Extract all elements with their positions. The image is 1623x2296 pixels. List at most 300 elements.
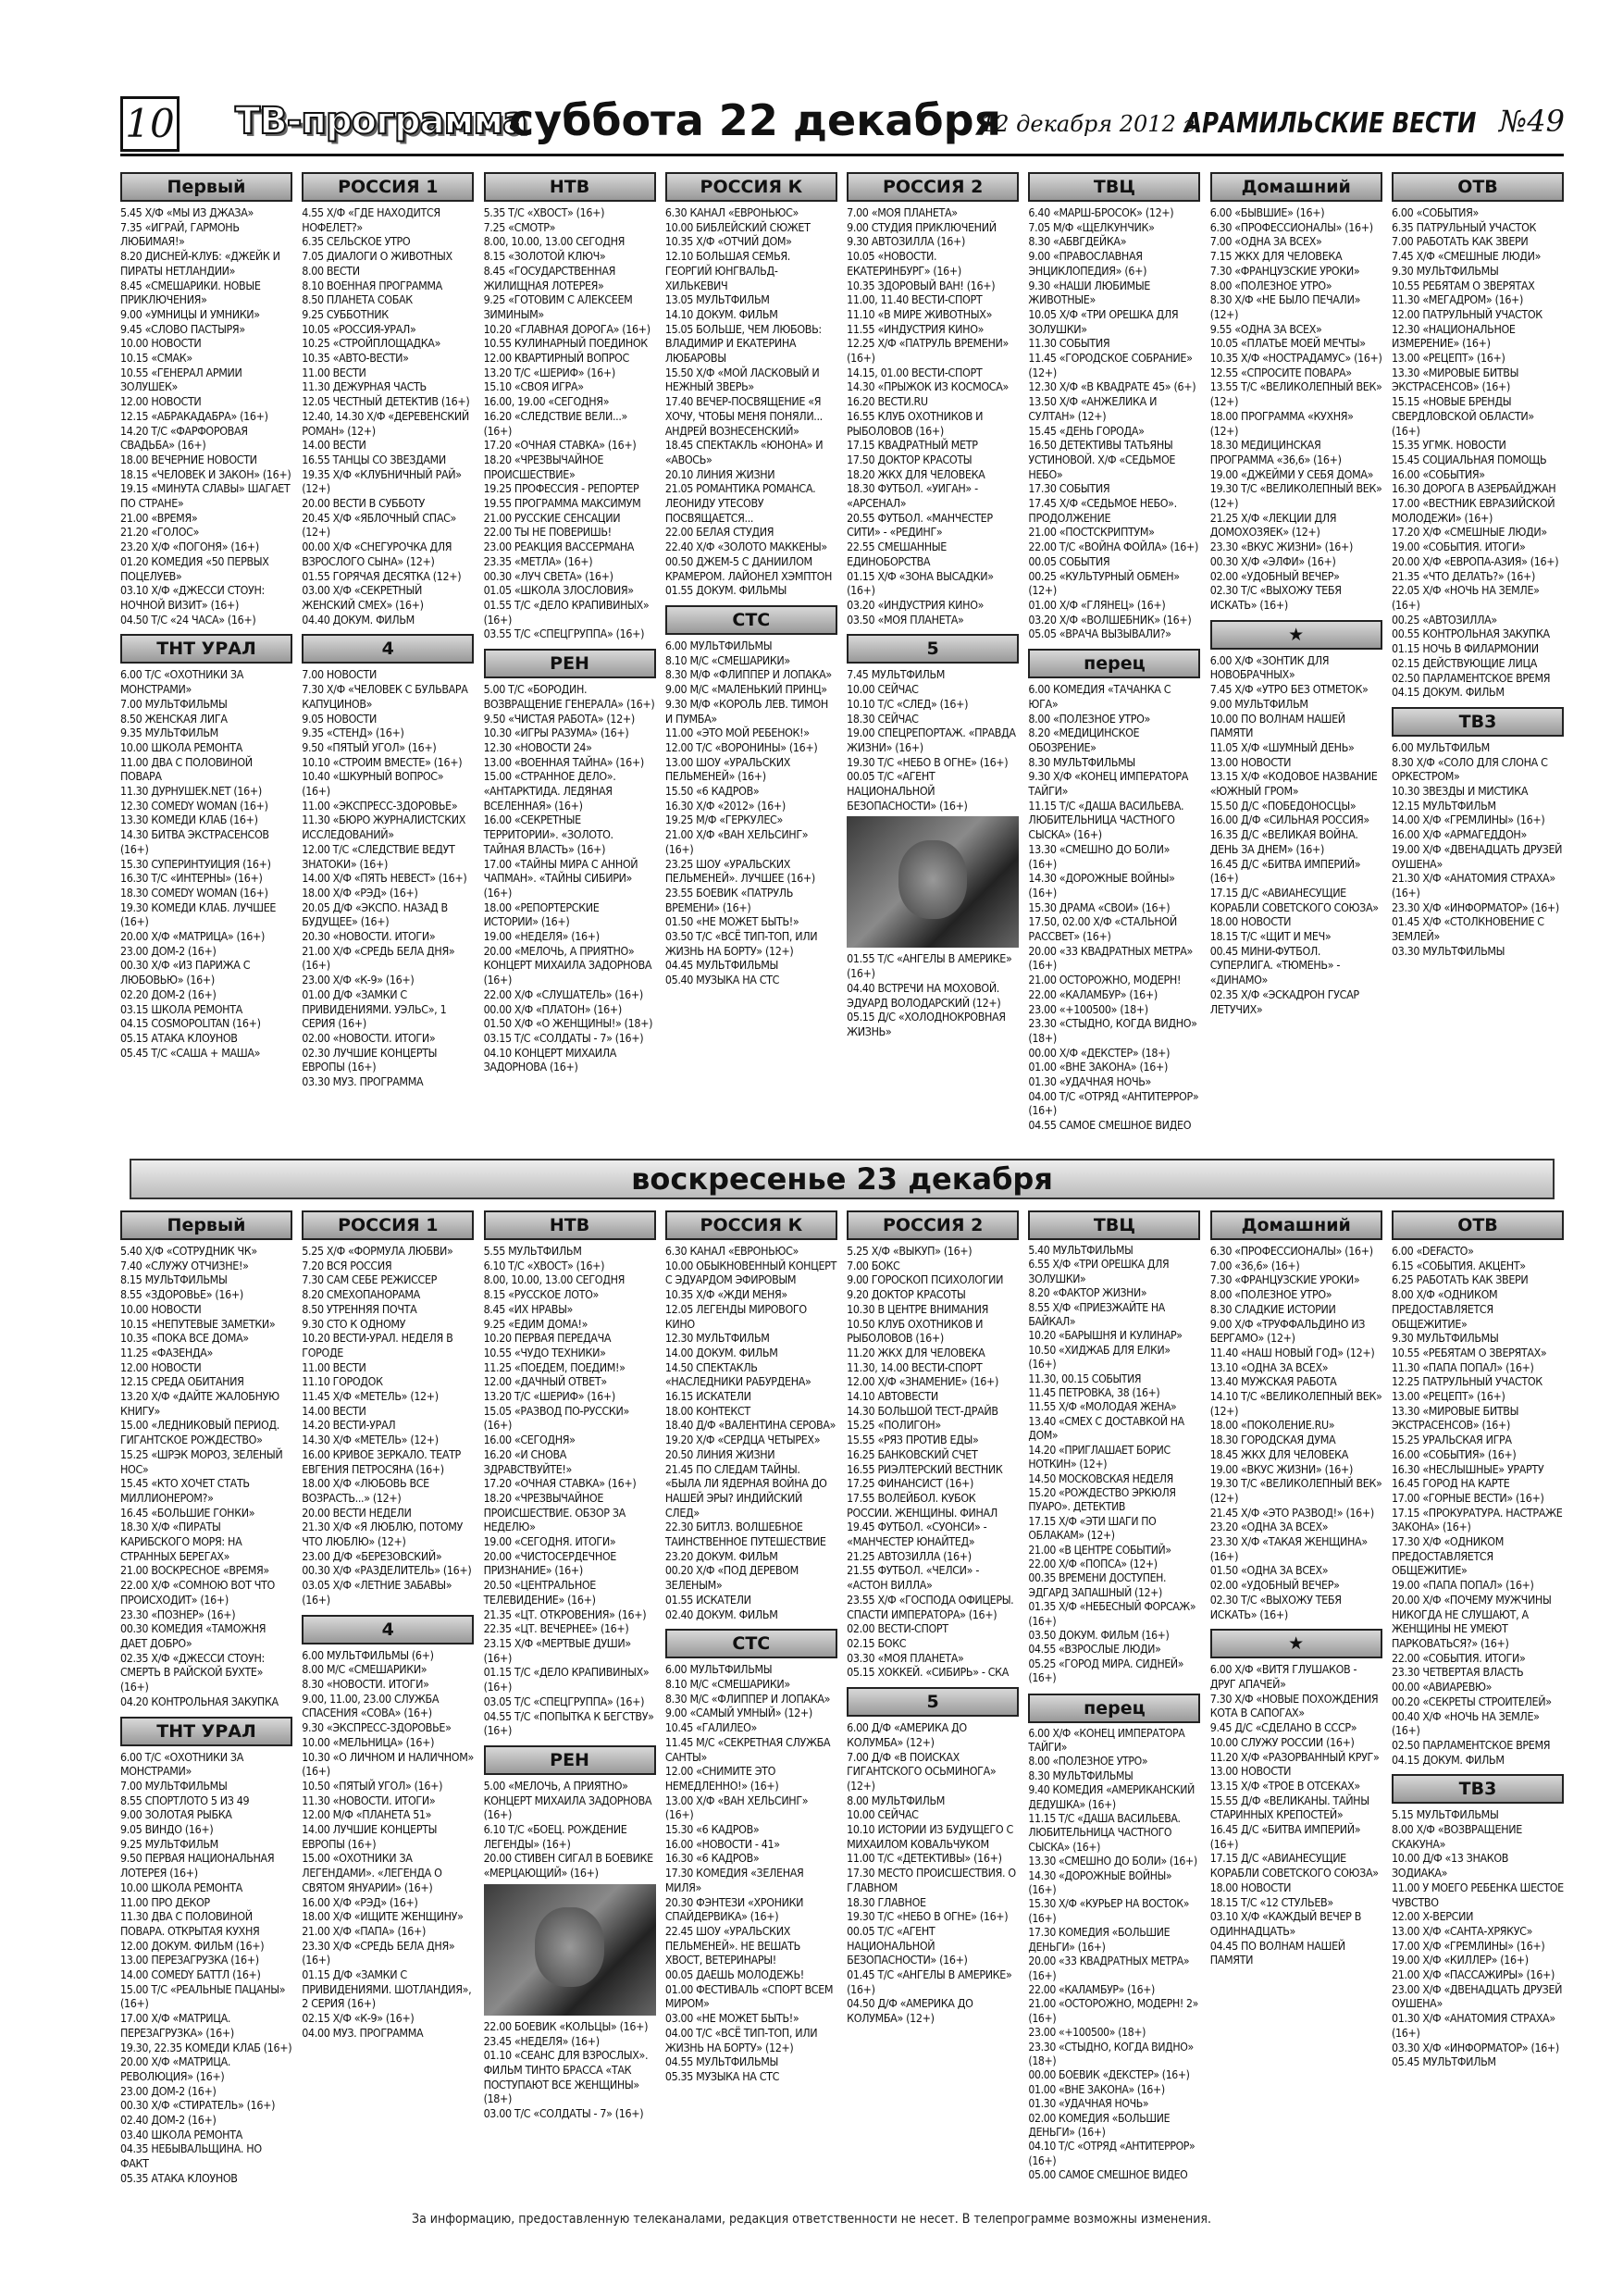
program-item: 9.00 «САМЫЙ УМНЫЙ» (12+) xyxy=(664,1706,812,1720)
program-item: 8.00 М/С «СМЕШАРИКИ» xyxy=(302,1662,427,1677)
program-item: 10.20 «БАРЫШНЯ И КУЛИНАР» xyxy=(1028,1329,1183,1343)
program-item: 00.00 БОЕВИК «ДЕКСТЕР» (16+) xyxy=(1028,2068,1190,2082)
program-item: 11.20 ЖКХ ДЛЯ ЧЕЛОВЕКА xyxy=(847,1345,985,1359)
program-item: 10.10 Т/С «СЛЕД» (16+) xyxy=(847,696,969,711)
program-item: 23.25 ШОУ «УРАЛЬСКИХ ПЕЛЬМЕНЕЙ». ЛУЧШЕЕ (16+) xyxy=(664,856,815,886)
program-item: 6.15 «СОБЫТИЯ. АКЦЕНТ» xyxy=(1392,1258,1526,1272)
program-item: 10.35 Х/Ф «ЖДИ МЕНЯ» xyxy=(664,1287,787,1302)
program-item: 01.15 НОЧЬ В ФИЛАРМОНИИ xyxy=(1392,641,1539,656)
channel-logo xyxy=(484,649,656,678)
program-item: 10.55 РЕБЯТАМ О ЗВЕРЯТАХ xyxy=(1392,278,1535,292)
program-item: 6.10 Т/С «БОЕЦ. РОЖДЕНИЕ ЛЕГЕНДЫ» (16+) xyxy=(483,1822,627,1851)
program-item: 9.50 ПЕРВАЯ НАЦИОНАЛЬНАЯ ЛОТЕРЕЯ (16+) xyxy=(120,1851,275,1880)
program-item: 04.45 ПО ВОЛНАМ НАШЕЙ ПАМЯТИ xyxy=(1209,1938,1345,1967)
program-item: 7.30 «ФРАНЦУЗСКИЕ УРОКИ» xyxy=(1209,263,1360,278)
program-item: 10.00 ОБЫКНОВЕННЫЙ КОНЦЕРТ С ЭДУАРДОМ ЭФИРОВЫМ xyxy=(664,1258,836,1287)
program-item: 21.00 «ПОСТСКРИПТУМ» xyxy=(1028,525,1155,540)
program-item: 7.00 НОВОСТИ xyxy=(302,667,377,682)
channel-column xyxy=(302,1210,474,2041)
program-item: 9.40 КОМЕДИЯ «АМЕРИКАНСКИЙ ДЕДУШКА» (16+) xyxy=(1028,1783,1195,1811)
program-item: 23.20 «ОДНА ЗА ВСЕХ» xyxy=(1209,1520,1329,1534)
channel-column xyxy=(1210,1210,1382,1967)
program-item: 02.00 «УДОБНЫЙ ВЕЧЕР» xyxy=(1209,1578,1340,1593)
channel-column xyxy=(1028,172,1200,1133)
program-item: 11.05 Х/Ф «ШУМНЫЙ ДЕНЬ» xyxy=(1209,739,1355,754)
program-item: 9.00 МУЛЬТФИЛЬМ xyxy=(1209,696,1308,711)
channel-column xyxy=(665,172,837,987)
program-item: 16.00 «СЕГОДНЯ» xyxy=(483,1433,576,1447)
program-item: 14.00 ЛУЧШИЕ КОНЦЕРТЫ ЕВРОПЫ (16+) xyxy=(302,1822,438,1851)
program-item: 12.30 COMEDY WOMAN (16+) xyxy=(120,798,268,813)
program-item: 10.55 «ГЕНЕРАЛ АРМИИ ЗОЛУШЕК» xyxy=(120,365,242,394)
program-list xyxy=(484,682,656,1074)
channel-column xyxy=(120,1210,292,2186)
program-item: 18.00 «ПОКОЛЕНИЕ.RU» xyxy=(1209,1418,1335,1433)
program-list xyxy=(120,205,292,627)
program-item: 19.00 «НЕДЕЛЯ» (16+) xyxy=(483,929,600,944)
program-item: 8.00 ВЕСТИ xyxy=(302,263,360,278)
program-item: 11.00 «ЭТО МОЙ РЕБЕНОК!» xyxy=(664,726,810,740)
program-item: 13.20 Х/Ф «ДАЙТЕ ЖАЛОБНУЮ КНИГУ» xyxy=(120,1389,279,1418)
program-item: 17.30 Х/Ф «ОДНИКОМ ПРЕДОСТАВЛЯЕТСЯ ОБЩЕЖИТИЕ» xyxy=(1392,1534,1505,1578)
program-item: 01.30 Х/Ф «АНАТОМИЯ СТРАХА» (16+) xyxy=(1392,2011,1555,2040)
program-item: 13.50 Х/Ф «АНЖЕЛИКА И СУЛТАН» (12+) xyxy=(1028,394,1158,423)
program-item: 21.20 «ГОЛОС» xyxy=(120,525,200,540)
program-item: 18.00 КОНТЕКСТ xyxy=(664,1403,750,1418)
sunday-schedule xyxy=(120,1210,1564,2191)
program-item: 11.55 Х/Ф «МОЛОДАЯ ЖЕНА» xyxy=(1028,1400,1177,1414)
program-item: 22.30 БИТЛЗ. ВОЛШЕБНОЕ ТАИНСТВЕННОЕ ПУТЕШЕСТВИЕ xyxy=(664,1520,826,1549)
program-item: 16.00, 19.00 «СЕГОДНЯ» xyxy=(483,394,610,409)
program-list xyxy=(120,1244,292,1709)
program-item: 03.00 «НЕ МОЖЕТ БЫТЬ!» xyxy=(664,2011,799,2026)
program-list xyxy=(120,667,292,1060)
program-item: 9.50 «ЧИСТАЯ РАБОТА» (12+) xyxy=(483,711,635,726)
program-item: 13.30 «МИРОВЫЕ БИТВЫ ЭКСТРАСЕНСОВ» (16+) xyxy=(1392,1403,1519,1433)
program-item: 16.20 «СЛЕДСТВИЕ ВЕЛИ...» (16+) xyxy=(483,408,628,438)
program-item: 9.50 «ПЯТЫЙ УГОЛ» (16+) xyxy=(302,739,437,754)
program-item: 03.50 Т/С «ВСЁ ТИП-ТОП, ИЛИ ЖИЗНЬ НА БОРТУ» (12+) xyxy=(664,929,818,958)
channel-column xyxy=(1392,1210,1564,2069)
program-item: 00.45 МИНИ-ФУТБОЛ. СУПЕРЛИГА. «ТЮМЕНЬ» - «ДИНАМО» xyxy=(1209,943,1341,987)
program-item: 12.05 ЧЕСТНЫЙ ДЕТЕКТИВ (16+) xyxy=(302,394,470,409)
program-item: 18.00 НОВОСТИ xyxy=(1209,1880,1292,1894)
channel-logo xyxy=(1028,1210,1200,1240)
program-item: 11.00 ПРО ДЕКОР xyxy=(120,1894,210,1909)
program-item: 10.00 ШКОЛА РЕМОНТА xyxy=(120,739,242,754)
program-item: 21.00 «ВРЕМЯ» xyxy=(120,510,198,525)
channel-logo xyxy=(1392,1774,1564,1804)
program-item: 13.20 Т/С «ШЕРИФ» (16+) xyxy=(483,365,615,379)
program-item: 10.50 «ПЯТЫЙ УГОЛ» (16+) xyxy=(302,1778,443,1793)
program-item: 11.00, 11.40 ВЕСТИ-СПОРТ xyxy=(847,292,983,307)
channel-column xyxy=(1392,172,1564,958)
program-item: 10.00 ПО ВОЛНАМ НАШЕЙ ПАМЯТИ xyxy=(1209,711,1345,740)
program-item: 13.30 КОМЕДИ КЛАБ (16+) xyxy=(120,813,258,827)
program-item: 04.55 «ВЗРОСЛЫЕ ЛЮДИ» xyxy=(1028,1643,1161,1657)
program-item: 01.00 ФЕСТИВАЛЬ «СПОРТ ВСЕМ МИРОМ» xyxy=(664,1981,834,2011)
program-item: 22.00 ТЫ НЕ ПОВЕРИШЬ! xyxy=(483,525,612,540)
program-item: 20.00 ВЕСТИ В СУББОТУ xyxy=(302,496,425,511)
channel-name: НТВ xyxy=(549,1215,590,1235)
program-item: 5.25 Х/Ф «ФОРМУЛА ЛЮБВИ» xyxy=(302,1244,453,1258)
program-item: 12.00 Х/Ф «ЗНАМЕНИЕ» (16+) xyxy=(847,1374,998,1389)
program-item: 23.35 «МЕТЛА» (16+) xyxy=(483,553,593,568)
program-item: 01.45 Х/Ф «СТОЛКНОВЕНИЕ С ЗЕМЛЕЙ» xyxy=(1392,914,1544,944)
program-item: 20.55 ФУТБОЛ. «МАНЧЕСТЕР СИТИ» - «РЕДИНГ» xyxy=(847,510,993,540)
program-item: 21.00 «В ЦЕНТРЕ СОБЫТИЙ» xyxy=(1028,1543,1171,1557)
channel-name: РОССИЯ 1 xyxy=(338,177,439,197)
program-item: 10.45 «ГАЛИЛЕО» xyxy=(664,1720,758,1735)
program-item: 11.15 Т/С «ДАША ВАСИЛЬЕВА. ЛЮБИТЕЛЬНИЦА ЧАСТНОГО СЫСКА» (16+) xyxy=(1028,798,1184,842)
program-item: 10.00 «МЕЛЬНИЦА» (16+) xyxy=(302,1734,435,1749)
program-item: 10.15 «СМАК» xyxy=(120,351,192,366)
program-item: 6.30 «ПРОФЕССИОНАЛЫ» (16+) xyxy=(1209,219,1373,234)
program-list xyxy=(120,1750,292,2186)
program-item: 20.00 Х/Ф «МАТРИЦА. РЕВОЛЮЦИЯ» (16+) xyxy=(120,2054,231,2083)
program-item: 00.30 Х/Ф «СТИРАТЕЛЬ» (16+) xyxy=(120,2098,276,2113)
program-item: 10.30 В ЦЕНТРЕ ВНИМАНИЯ xyxy=(847,1301,988,1316)
program-item: 00.20 Х/Ф «ПОД ДЕРЕВОМ ЗЕЛЕНЫМ» xyxy=(664,1563,799,1593)
program-item: 12.25 ПАТРУЛЬНЫЙ УЧАСТОК xyxy=(1392,1374,1542,1389)
program-item: 17.15 Д/С «АВИАНЕСУЩИЕ КОРАБЛИ СОВЕТСКОГО СОЮЗА» xyxy=(1209,885,1379,914)
channel-column xyxy=(120,172,292,1060)
program-item: 00.05 СОБЫТИЯ xyxy=(1028,553,1110,568)
program-item: 01.50 «ОДНА ЗА ВСЕХ» xyxy=(1209,1563,1329,1578)
program-item: 01.50 «НЕ МОЖЕТ БЫТЬ!» xyxy=(664,914,799,929)
program-item: 15.50 Х/Ф «МОЙ ЛАСКОВЫЙ И НЕЖНЫЙ ЗВЕРЬ» xyxy=(664,365,820,394)
channel-name: 4 xyxy=(381,1619,394,1640)
program-item: 7.45 МУЛЬТФИЛЬМ xyxy=(847,667,946,682)
program-item: 11.30 «ПАПА ПОПАЛ» (16+) xyxy=(1392,1359,1534,1374)
program-item: 00.30 КОМЕДИЯ «ТАМОЖНЯ ДАЕТ ДОБРО» xyxy=(120,1621,266,1650)
program-item: 00.30 «ЛУЧ СВЕТА» (16+) xyxy=(483,568,613,583)
program-item: 9.30 М/Ф «КОРОЛЬ ЛЕВ. ТИМОН И ПУМБА» xyxy=(664,696,828,726)
program-item: 12.00 КВАРТИРНЫЙ ВОПРОС xyxy=(483,351,629,366)
program-item: 21.45 Х/Ф «ЭТО РАЗВОД!» (16+) xyxy=(1209,1505,1374,1520)
program-item: 15.55 Д/Ф «ВЕЛИКАНЫ. ТАЙНЫ СТАРИННЫХ КРЕПОСТЕЙ» xyxy=(1209,1793,1369,1822)
footer-note: За информацию, предоставленную телеканалами, редакция ответственности не несет. В телепрограмме возможны изменения. xyxy=(412,2212,1211,2227)
program-item: 16.00 Х/Ф «РЭД» (16+) xyxy=(302,1894,418,1909)
program-item: 03.50 ДОКУМ. ФИЛЬМ (16+) xyxy=(1028,1628,1170,1642)
program-item: 16.25 БАНКОВСКИЙ СЧЕТ xyxy=(847,1446,978,1461)
program-list xyxy=(484,2019,656,2121)
program-item: 21.35 «ЦТ. ОТКРОВЕНИЯ» (16+) xyxy=(483,1607,647,1621)
channel-name: Первый xyxy=(167,177,246,197)
program-item: 17.15 «ПРОКУРАТУРА. НАСТРАЖЕ ЗАКОНА» (16+) xyxy=(1392,1505,1563,1534)
program-item: 05.15 Д/С «ХОЛОДНОКРОВНАЯ ЖИЗНЬ» xyxy=(847,1010,1006,1038)
program-item: 5.55 МУЛЬТФИЛЬМ xyxy=(483,1244,582,1258)
program-item: 5.45 Х/Ф «МЫ ИЗ ДЖАЗА» xyxy=(120,205,254,219)
program-item: 5.25 Х/Ф «ВЫКУП» (16+) xyxy=(847,1244,973,1258)
program-item: 12.00 «СНИМИТЕ ЭТО НЕМЕДЛЕННО!» (16+) xyxy=(664,1764,779,1793)
program-item: 17.30 КОМЕДИЯ «ЗЕЛЕНАЯ МИЛЯ» xyxy=(664,1866,804,1894)
channel-logo xyxy=(1210,620,1382,650)
program-item: 18.00 Х/Ф «ЛЮБОВЬ ВСЕ ВОЗРАСТЬ...» (12+) xyxy=(302,1476,429,1505)
channel-column xyxy=(484,1210,656,2121)
channel-name: Домашний xyxy=(1241,177,1351,197)
program-item: 01.05 «ШКОЛА ЗЛОСЛОВИЯ» xyxy=(483,583,634,598)
program-list xyxy=(1028,682,1200,1133)
program-item: 04.20 КОНТРОЛЬНАЯ ЗАКУПКА xyxy=(120,1694,279,1708)
program-item: 15.45 «ДЕНЬ ГОРОДА» xyxy=(1028,423,1145,438)
program-item: 23.30 Х/Ф «ИНФОРМАТОР» (16+) xyxy=(1392,900,1559,914)
program-item: 9.00 М/С «МАЛЕНЬКИЙ ПРИНЦ» xyxy=(664,682,827,697)
program-list xyxy=(1028,1727,1200,2183)
channel-logo xyxy=(484,1745,656,1775)
program-item: 12.10 БОЛЬШАЯ СЕМЬЯ. ГЕОРГИЙ ЮНГВАЛЬД-ХИЛЬКЕВИЧ xyxy=(664,249,790,292)
program-item: 23.55 Х/Ф «ГОСПОДА ОФИЦЕРЫ. СПАСТИ ИМПЕРАТОРА» (16+) xyxy=(847,1592,1014,1621)
program-item: 20.00 «33 КВАДРАТНЫХ МЕТРА» (16+) xyxy=(1028,1955,1190,1982)
program-list xyxy=(665,639,837,987)
program-item: 20.50 «ЦЕНТРАЛЬНОЕ ТЕЛЕВИДЕНИЕ» (16+) xyxy=(483,1578,596,1607)
channel-logo xyxy=(1392,707,1564,737)
program-item: 13.40 МУЖСКАЯ РАБОТА xyxy=(1209,1374,1337,1389)
program-item: 17.15 Д/С «АВИАНЕСУЩИЕ КОРАБЛИ СОВЕТСКОГО СОЮЗА» xyxy=(1209,1851,1379,1880)
program-item: 12.00 ПАТРУЛЬНЫЙ УЧАСТОК xyxy=(1392,306,1542,321)
program-item: 10.35 Х/Ф «НОСТРАДАМУС» (16+) xyxy=(1209,351,1382,366)
program-item: 8.50 ЖЕНСКАЯ ЛИГА xyxy=(120,711,228,726)
program-item: 22.00 БЕЛАЯ СТУДИЯ xyxy=(664,525,774,540)
program-item: 8.00, 10.00, 13.00 СЕГОДНЯ xyxy=(483,1272,626,1287)
program-item: 15.00 Т/С «РЕАЛЬНЫЕ ПАЦАНЫ» (16+) xyxy=(120,1981,286,2011)
program-item: 14.30 БИТВА ЭКСТРАСЕНСОВ (16+) xyxy=(120,827,269,856)
program-item: 16.50 ДЕТЕКТИВЫ ТАТЬЯНЫ УСТИНОВОЙ. Х/Ф «СЕДЬМОЕ НЕБО» xyxy=(1028,438,1176,481)
program-item: 20.00 ВЕСТИ НЕДЕЛИ xyxy=(302,1505,412,1520)
program-item: 18.30 Х/Ф «ПИРАТЫ КАРИБСКОГО МОРЯ: НА СТРАННЫХ БЕРЕГАХ» xyxy=(120,1520,242,1563)
program-item: 02.15 ДЕЙСТВУЮЩИЕ ЛИЦА xyxy=(1392,655,1538,670)
program-item: 16.20 ВЕСТИ.RU xyxy=(847,394,928,409)
program-item: 8.00 «ПОЛЕЗНОЕ УТРО» xyxy=(1209,1287,1332,1302)
program-item: 14.50 СПЕКТАКЛЬ «НАСЛЕДНИКИ РАБУРДЕНА» xyxy=(664,1359,812,1389)
program-item: 10.30 «О ЛИЧНОМ И НАЛИЧНОМ» (16+) xyxy=(302,1749,474,1779)
program-item: 19.45 ФУТБОЛ. «СУОНСИ» - «МАНЧЕСТЕР ЮНАЙТЕД» xyxy=(847,1520,987,1549)
program-item: 10.30 «ИГРЫ РАЗУМА» (16+) xyxy=(483,726,629,740)
program-item: 15.30 «6 КАДРОВ» xyxy=(664,1822,760,1837)
program-item: 22.00 «КАЛАМБУР» (16+) xyxy=(1028,1982,1155,1996)
program-item: 9.25 СУББОТНИК xyxy=(302,306,389,321)
program-item: 14.30 «ПРЫЖОК ИЗ КОСМОСА» xyxy=(847,379,1009,394)
program-item: 01.55 ГОРЯЧАЯ ДЕСЯТКА (12+) xyxy=(302,568,462,583)
program-item: 16.55 КЛУБ ОХОТНИКОВ И РЫБОЛОВОВ (16+) xyxy=(847,408,984,438)
program-item: 6.10 Т/С «ХВОСТ» (16+) xyxy=(483,1258,605,1272)
channel-name: РОССИЯ 1 xyxy=(338,1215,439,1235)
program-item: 11.45 «ГОРОДСКОЕ СОБРАНИЕ» (12+) xyxy=(1028,351,1193,379)
program-item: 12.00 Т/С «ВОРОНИНЫ» (16+) xyxy=(664,739,818,754)
program-item: 17.30 МЕСТО ПРОИСШЕСТВИЯ. О ГЛАВНОМ xyxy=(847,1866,1016,1894)
program-item: 8.30 М/С «ФЛИППЕР И ЛОПАКА» xyxy=(664,1691,831,1706)
program-item: 18.30 COMEDY WOMAN (16+) xyxy=(120,885,268,900)
program-item: 7.00 «ОДНА ЗА ВСЕХ» xyxy=(1209,234,1322,249)
channel-logo xyxy=(1210,1210,1382,1240)
program-item: 14.30 «ДОРОЖНЫЕ ВОЙНЫ» (16+) xyxy=(1028,871,1175,900)
program-item: 00.00 «АВИАРЕВЮ» xyxy=(1392,1680,1493,1694)
channel-logo xyxy=(1028,649,1200,678)
channel-name: перец xyxy=(1084,653,1146,675)
promo-photo xyxy=(847,816,1019,948)
program-item: 04.15 ДОКУМ. ФИЛЬМ xyxy=(1392,685,1505,700)
program-item: 10.00 БИБЛЕЙСКИЙ СЮЖЕТ xyxy=(664,219,811,234)
program-item: 16.00 Х/Ф «АРМАГЕДДОН» xyxy=(1392,827,1527,842)
program-item: 01.55 Т/С «ДЕЛО КРАПИВИНЫХ» (16+) xyxy=(483,597,650,627)
program-list xyxy=(1392,205,1564,700)
program-item: 8.55 Х/Ф «ПРИЕЗЖАЙТЕ НА БАЙКАЛ» xyxy=(1028,1300,1165,1329)
program-item: 11.30 ДВА С ПОЛОВИНОЙ ПОВАРА. ОТКРЫТАЯ КУХНЯ xyxy=(120,1909,260,1938)
program-list xyxy=(1028,205,1200,641)
channel-name: ★ xyxy=(1288,624,1305,645)
channel-name: РОССИЯ 2 xyxy=(882,177,984,197)
program-item: 00.00 Х/Ф «СНЕГУРОЧКА ДЛЯ ВЗРОСЛОГО СЫНА» (12+) xyxy=(302,540,452,568)
program-item: 02.30 Т/С «ВЫХОЖУ ТЕБЯ ИСКАТЬ» (16+) xyxy=(1209,1592,1342,1621)
program-item: 8.00 «ПОЛЕЗНОЕ УТРО» xyxy=(1028,711,1150,726)
channel-column xyxy=(847,172,1019,1039)
program-item: 23.20 Х/Ф «ПОГОНЯ» (16+) xyxy=(120,540,259,554)
program-item: 10.55 «РЕБЯТАМ О ЗВЕРЯТАХ» xyxy=(1392,1345,1547,1359)
program-item: 8.30 М/Ф «ФЛИППЕР И ЛОПАКА» xyxy=(664,667,832,682)
channel-logo xyxy=(665,1210,837,1240)
program-item: 01.30 «УДАЧНАЯ НОЧЬ» xyxy=(1028,2097,1149,2111)
program-item: 9.00 «УМНИЦЫ И УМНИКИ» xyxy=(120,306,260,321)
program-item: 8.50 ПЛАНЕТА СОБАК xyxy=(302,292,413,307)
program-item: 04.10 КОНЦЕРТ МИХАИЛА ЗАДОРНОВА (16+) xyxy=(483,1045,617,1074)
day-title-saturday: суббота 22 декабря xyxy=(509,95,1002,145)
program-item: 9.30 МУЛЬТФИЛЬМЫ xyxy=(1392,1331,1499,1346)
program-item: 12.00 «ДАЧНЫЙ ОТВЕТ» xyxy=(483,1374,607,1389)
program-item: 6.30 «ПРОФЕССИОНАЛЫ» (16+) xyxy=(1209,1244,1373,1258)
program-item: 6.30 КАНАЛ «ЕВРОНЬЮС» xyxy=(664,1244,799,1258)
program-item: 19.20 Х/Ф «СЕРДЦА ЧЕТЫРЕХ» xyxy=(664,1433,821,1447)
program-item: 19.30 Т/С «ВЕЛИКОЛЕПНЫЙ ВЕК» (12+) xyxy=(1209,481,1382,511)
channel-logo xyxy=(847,1687,1019,1717)
program-item: 03.15 ШКОЛА РЕМОНТА xyxy=(120,1001,242,1016)
program-item: 01.45 Т/С «АНГЕЛЫ В АМЕРИКЕ» (16+) xyxy=(847,1967,1012,1996)
channel-logo xyxy=(120,634,292,664)
program-item: 12.00 НОВОСТИ xyxy=(120,1359,202,1374)
program-item: 13.00 «РЕЦЕПТ» (16+) xyxy=(1392,351,1505,366)
channel-name: 4 xyxy=(381,639,394,660)
program-item: 10.35 ЗДОРОВЫЙ ВАН! (16+) xyxy=(847,278,996,292)
program-item: 10.55 КУЛИНАРНЫЙ ПОЕДИНОК xyxy=(483,336,648,351)
program-item: 23.15 Х/Ф «МЕРТВЫЕ ДУШИ» (16+) xyxy=(483,1635,631,1665)
program-list xyxy=(847,667,1019,813)
channel-name: СТС xyxy=(732,609,771,630)
program-item: 15.00 «СТРАННОЕ ДЕЛО». «АНТАРКТИДА. ЛЕДЯНАЯ ВСЕЛЕННАЯ» (16+) xyxy=(483,769,616,813)
program-item: 19.35 Х/Ф «КЛУБНИЧНЫЙ РАЙ» (12+) xyxy=(302,466,462,496)
program-item: 7.00 МУЛЬТФИЛЬМЫ xyxy=(120,696,228,711)
program-item: 7.00 «36,6» (16+) xyxy=(1209,1258,1300,1272)
program-item: 11.30 «БЮРО ЖУРНАЛИСТСКИХ ИССЛЕДОВАНИЙ» xyxy=(302,813,466,842)
program-item: 00.00 Х/Ф «ПЛАТОН» (16+) xyxy=(483,1001,622,1016)
program-item: 13.00 НОВОСТИ xyxy=(1209,1764,1292,1779)
program-item: 13.15 Х/Ф «ТРОЕ В ОТСЕКАХ» xyxy=(1209,1778,1360,1793)
channel-name: 5 xyxy=(926,1692,939,1713)
program-item: 16.55 РИЭЛТЕРСКИЙ ВЕСТНИК xyxy=(847,1461,1003,1476)
program-item: 22.40 Х/Ф «ЗОЛОТО МАККЕНЫ» xyxy=(664,540,827,554)
program-item: 6.00 КОМЕДИЯ «ТАЧАНКА С ЮГА» xyxy=(1028,682,1171,711)
channel-name: РЕН xyxy=(550,653,589,675)
program-item: 04.15 COSMOPOLITAN (16+) xyxy=(120,1016,261,1031)
program-item: 10.35 «ПОКА ВСЕ ДОМА» xyxy=(120,1331,249,1346)
program-item: 5.40 Х/Ф «СОТРУДНИК ЧК» xyxy=(120,1244,257,1258)
program-item: 16.00 «СЕКРЕТНЫЕ ТЕРРИТОРИИ». «ЗОЛОТО. ТАЙНАЯ ВЛАСТЬ» (16+) xyxy=(483,813,613,856)
program-item: 00.00 Х/Ф «ДЕКСТЕР» (18+) xyxy=(1028,1045,1171,1060)
program-item: 7.15 ЖКХ ДЛЯ ЧЕЛОВЕКА xyxy=(1209,249,1343,264)
program-item: 01.30 «УДАЧНАЯ НОЧЬ» xyxy=(1028,1074,1152,1089)
program-item: 8.45 «ГОСУДАРСТВЕННАЯ ЖИЛИЩНАЯ ЛОТЕРЕЯ» xyxy=(483,263,616,292)
program-item: 21.25 Х/Ф «ЛЕКЦИИ ДЛЯ ДОМОХОЗЯЕК» (12+) xyxy=(1209,510,1337,540)
program-item: 16.55 ТАНЦЫ СО ЗВЕЗДАМИ xyxy=(302,452,446,466)
program-item: 22.00 Х/Ф «СОМНОЮ ВОТ ЧТО ПРОИСХОДИТ» (16+) xyxy=(120,1578,275,1607)
program-item: 23.20 ДОКУМ. ФИЛЬМ xyxy=(664,1548,778,1563)
program-item: 9.45 Д/С «СДЕЛАНО В СССР» xyxy=(1209,1720,1357,1735)
program-item: 04.40 ДОКУМ. ФИЛЬМ xyxy=(302,612,415,627)
program-item: 23.30 «ВКУС ЖИЗНИ» (16+) xyxy=(1209,540,1354,554)
program-item: 14.10 ДОКУМ. ФИЛЬМ xyxy=(664,306,778,321)
promo-photo xyxy=(484,1884,656,2016)
program-item: 16.30 «НЕСЛЫШНЫЕ» УРАРТУ xyxy=(1392,1461,1544,1476)
program-item: 10.35 «АВТО-ВЕСТИ» xyxy=(302,351,409,366)
program-item: 5.40 МУЛЬТФИЛЬМЫ xyxy=(1028,1244,1134,1257)
program-item: 18.30 ФУТБОЛ. «УИГАН» - «АРСЕНАЛ» xyxy=(847,481,978,511)
program-item: 6.55 Х/Ф «ТРИ ОРЕШКА ДЛЯ ЗОЛУШКИ» xyxy=(1028,1258,1170,1285)
program-item: 18.00 ВЕЧЕРНИЕ НОВОСТИ xyxy=(120,452,257,466)
program-item: 16.45 «БОЛЬШИЕ ГОНКИ» xyxy=(120,1505,255,1520)
program-item: 11.30 ДУРНУШЕК.NET (16+) xyxy=(120,784,262,799)
program-item: 00.35 ВРЕМЕНИ ДОСТУПЕН. ЭДГАРД ЗАПАШНЫЙ (12+) xyxy=(1028,1571,1167,1599)
program-item: 23.30 «СТЫДНО, КОГДА ВИДНО» (18+) xyxy=(1028,2040,1194,2067)
program-item: 9.30 «ЭКСПРЕСС-ЗДОРОВЬЕ» xyxy=(302,1720,452,1735)
program-item: 01.55 Т/С «АНГЕЛЫ В АМЕРИКЕ» (16+) xyxy=(847,951,1012,981)
program-item: 16.00 «НОВОСТИ - 41» xyxy=(664,1836,780,1851)
program-item: 00.05 ДАЕШЬ МОЛОДЕЖЬ! xyxy=(664,1967,804,1982)
program-item: 8.00, 10.00, 13.00 СЕГОДНЯ xyxy=(483,234,626,249)
program-list xyxy=(484,1244,656,1738)
program-item: 14.20 ВЕСТИ-УРАЛ xyxy=(302,1418,396,1433)
program-item: 00.50 ДЖЕМ-5 С ДАНИИЛОМ КРАМЕРОМ. ЛАЙОНЕЛ ХЭМПТОН xyxy=(664,553,833,583)
program-item: 18.00 «РЕПОРТЕРСКИЕ ИСТОРИИ» (16+) xyxy=(483,900,600,929)
program-item: 9.30 АВТОЗИЛЛА (16+) xyxy=(847,234,965,249)
channel-logo xyxy=(1392,1210,1564,1240)
program-item: 17.20 «ОЧНАЯ СТАВКА» (16+) xyxy=(483,438,637,453)
program-item: 02.15 БОКС xyxy=(847,1635,907,1650)
channel-name: ТВЦ xyxy=(1093,177,1135,197)
program-item: 15.45 «КТО ХОЧЕТ СТАТЬ МИЛЛИОНЕРОМ?» xyxy=(120,1476,250,1505)
program-item: 22.45 ШОУ «УРАЛЬСКИХ ПЕЛЬМЕНЕЙ». НЕ ВЕШАТЬ ХВОСТ, ВЕТЕРИНАРЫ! xyxy=(664,1923,800,1967)
channel-logo xyxy=(302,1210,474,1240)
program-item: 14.15, 01.00 ВЕСТИ-СПОРТ xyxy=(847,365,983,379)
program-item: 19.30 КОМЕДИ КЛАБ. ЛУЧШЕЕ (16+) xyxy=(120,900,277,929)
program-item: 8.45 «СМЕШАРИКИ. НОВЫЕ ПРИКЛЮЧЕНИЯ» xyxy=(120,278,261,307)
program-item: 8.00 «ПОЛЕЗНОЕ УТРО» xyxy=(1209,278,1332,292)
channel-logo xyxy=(665,605,837,635)
channel-name: РОССИЯ К xyxy=(700,1215,803,1235)
program-item: 9.00 Х/Ф «ТРУФФАЛЬДИНО ИЗ БЕРГАМО» (12+) xyxy=(1209,1316,1366,1346)
program-item: 01.35 Х/Ф «НЕБЕСНЫЙ ФОРСАЖ» (16+) xyxy=(1028,1600,1196,1628)
program-item: 12.15 МУЛЬТФИЛЬМ xyxy=(1392,798,1496,813)
program-item: 04.50 Т/С «24 ЧАСА» (16+) xyxy=(120,612,256,627)
program-item: 7.45 Х/Ф «УТРО БЕЗ ОТМЕТОК» xyxy=(1209,682,1369,697)
program-item: 7.05 М/Ф «ЩЕЛКУНЧИК» xyxy=(1028,219,1155,234)
program-item: 23.00 «+100500» (18+) xyxy=(1028,1001,1148,1016)
program-item: 05.45 Т/С «САША + МАША» xyxy=(120,1045,261,1060)
program-item: 23.00 Д/Ф «БЕРЕЗОВСКИЙ» xyxy=(302,1548,442,1563)
program-item: 19.25 М/Ф «ГЕРКУЛЕС» xyxy=(664,813,783,827)
program-item: 18.15 Т/С «12 СТУЛЬЕВ» xyxy=(1209,1894,1333,1909)
channel-name: ОТВ xyxy=(1457,177,1498,197)
program-item: 7.00 «МОЯ ПЛАНЕТА» xyxy=(847,205,958,219)
program-item: 7.25 «СМОТР» xyxy=(483,219,556,234)
program-item: 18.20 «ЧРЕЗВЫЧАЙНОЕ ПРОИСШЕСТВИЕ» xyxy=(483,452,604,481)
